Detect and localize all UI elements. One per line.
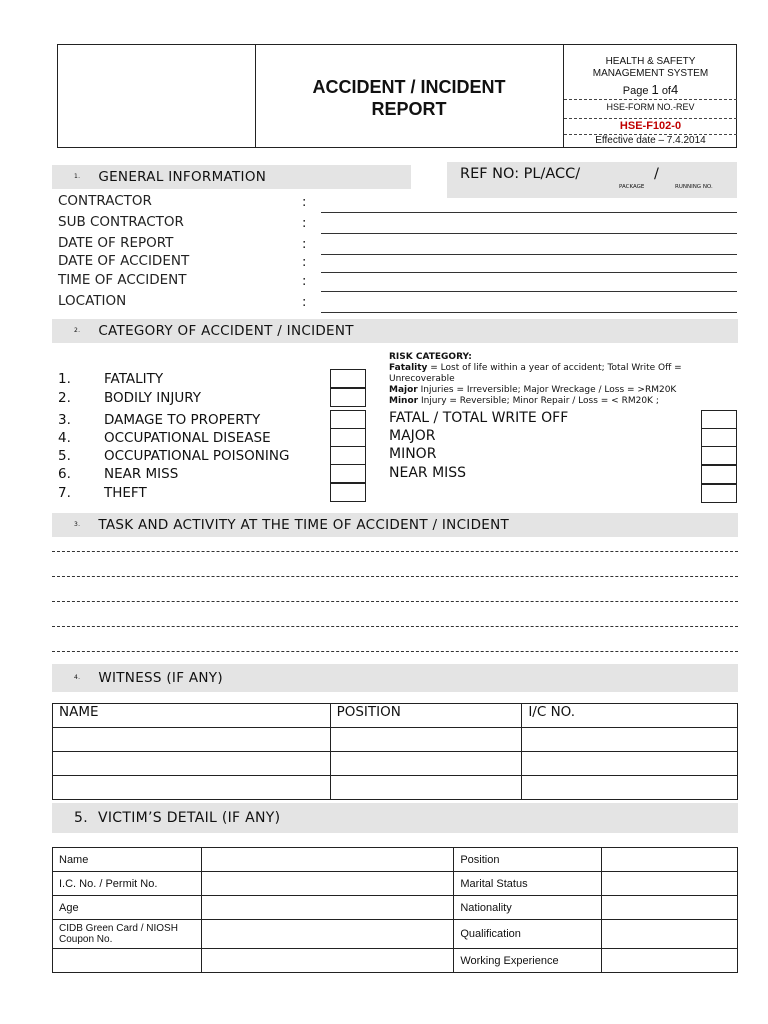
section-1-number: 1. — [74, 173, 81, 180]
victim-value-cell[interactable] — [602, 872, 738, 896]
risk-fatality-def: = Lost of life within a year of accident; Total Write Off = Unrecoverable — [389, 363, 682, 384]
risk-level-checkbox[interactable] — [701, 484, 737, 503]
risk-major-def: Injuries = Irreversible; Major Wreckage / Loss = >RM20K — [417, 385, 677, 395]
form-code: HSE-F102-0 — [619, 120, 682, 132]
table-row — [53, 920, 738, 949]
risk-major-note — [389, 385, 729, 396]
witness-ic-cell[interactable] — [522, 776, 738, 800]
category-label: THEFT — [104, 485, 147, 501]
victim-label: Age — [53, 896, 202, 920]
category-number: 2. — [58, 390, 71, 406]
risk-level-checkbox[interactable] — [701, 465, 737, 484]
victim-value-cell[interactable] — [201, 949, 454, 973]
victim-label: CIDB Green Card / NIOSH Coupon No. — [53, 920, 202, 949]
section-4-number: 4. — [74, 674, 81, 681]
victim-value-cell[interactable] — [201, 872, 454, 896]
category-label: FATALITY — [104, 371, 164, 387]
victim-label: Name — [53, 848, 202, 872]
task-line-1[interactable] — [52, 551, 738, 552]
form-title-line1: ACCIDENT / INCIDENT — [312, 77, 506, 97]
section-3-title: TASK AND ACTIVITY AT THE TIME OF ACCIDENT / INCIDENT — [98, 517, 510, 533]
witness-position-cell[interactable] — [330, 728, 522, 752]
section-2-bar — [52, 319, 738, 343]
table-row — [53, 896, 738, 920]
field-label: TIME OF ACCIDENT — [58, 272, 187, 288]
table-row — [53, 752, 738, 776]
section-4-title: WITNESS (IF ANY) — [98, 670, 223, 686]
page-prefix: Page — [622, 85, 649, 97]
field-colon: : — [302, 195, 307, 210]
victim-label: Qualification — [454, 920, 602, 949]
category-number: 5. — [58, 448, 71, 464]
category-checkbox[interactable] — [330, 369, 366, 388]
risk-category-notes — [389, 352, 729, 407]
section-4-bar — [52, 664, 738, 692]
category-number: 3. — [58, 412, 71, 428]
task-line-2[interactable] — [52, 576, 738, 577]
witness-header-row — [53, 704, 738, 728]
victim-label: Nationality — [454, 896, 602, 920]
victim-value-cell[interactable] — [602, 896, 738, 920]
witness-position-cell[interactable] — [330, 776, 522, 800]
header-separator — [564, 99, 737, 100]
risk-fatality-note — [389, 363, 729, 385]
risk-level-checkbox[interactable] — [701, 410, 737, 429]
risk-fatality-term: Fatality — [389, 363, 428, 373]
category-number: 7. — [58, 485, 71, 501]
victim-value-cell[interactable] — [201, 920, 454, 949]
category-label: OCCUPATIONAL DISEASE — [104, 430, 271, 446]
witness-ic-cell[interactable] — [522, 752, 738, 776]
witness-name-cell[interactable] — [53, 728, 331, 752]
ref-no-label: REF NO: PL/ACC/ — [460, 166, 581, 182]
risk-level-checkbox[interactable] — [701, 428, 737, 447]
field-input-line[interactable] — [321, 254, 737, 255]
section-3-number: 3. — [74, 521, 81, 528]
section-2-number: 2. — [74, 327, 81, 334]
field-input-line[interactable] — [321, 212, 737, 213]
section-1-title: GENERAL INFORMATION — [98, 169, 267, 185]
system-name-line1: HEALTH & SAFETY — [605, 56, 696, 67]
field-colon: : — [302, 237, 307, 252]
witness-name-cell[interactable] — [53, 752, 331, 776]
section-5-number: 5. — [74, 810, 88, 826]
category-checkbox[interactable] — [330, 464, 366, 483]
category-label: DAMAGE TO PROPERTY — [104, 412, 261, 428]
package-label: PACKAGE — [619, 184, 645, 190]
page-current: 1 — [651, 82, 659, 97]
field-label: CONTRACTOR — [58, 193, 152, 209]
field-colon: : — [302, 255, 307, 270]
system-name-line2: MANAGEMENT SYSTEM — [592, 68, 709, 79]
field-input-line[interactable] — [321, 312, 737, 313]
task-line-5[interactable] — [52, 651, 738, 652]
field-label: SUB CONTRACTOR — [58, 214, 184, 230]
victim-value-cell[interactable] — [602, 920, 738, 949]
witness-col-name: NAME — [53, 704, 331, 728]
risk-major-term: Major — [389, 385, 418, 395]
section-5-title: VICTIM’S DETAIL (IF ANY) — [97, 810, 281, 826]
table-row — [53, 872, 738, 896]
risk-level-label: NEAR MISS — [389, 465, 467, 481]
category-number: 1. — [58, 371, 71, 387]
victim-label: I.C. No. / Permit No. — [53, 872, 202, 896]
section-2-title: CATEGORY OF ACCIDENT / INCIDENT — [98, 323, 354, 339]
witness-table — [52, 703, 738, 800]
victim-value-cell[interactable] — [201, 848, 454, 872]
page-total: 4 — [671, 82, 679, 97]
running-no-label: RUNNING NO. — [675, 184, 713, 190]
risk-level-label: FATAL / TOTAL WRITE OFF — [389, 410, 569, 426]
table-row — [53, 776, 738, 800]
category-checkbox[interactable] — [330, 428, 366, 447]
section-3-bar — [52, 513, 738, 537]
section-5-bar — [52, 803, 738, 833]
category-number: 4. — [58, 430, 71, 446]
victim-label — [53, 949, 202, 973]
category-label: BODILY INJURY — [104, 390, 201, 406]
witness-col-ic: I/C NO. — [522, 704, 738, 728]
effective-date: Effective date – 7.4.2014 — [595, 135, 706, 146]
category-label: OCCUPATIONAL POISONING — [104, 448, 290, 464]
category-checkbox[interactable] — [330, 483, 366, 502]
section-1-bar — [52, 165, 411, 189]
form-title-line2: REPORT — [371, 99, 447, 119]
victim-value-cell[interactable] — [201, 896, 454, 920]
witness-name-cell[interactable] — [53, 776, 331, 800]
risk-level-checkbox[interactable] — [701, 446, 737, 465]
task-line-4[interactable] — [52, 626, 738, 627]
field-colon: : — [302, 274, 307, 289]
field-colon: : — [302, 216, 307, 231]
category-number: 6. — [58, 466, 71, 482]
witness-col-position: POSITION — [330, 704, 522, 728]
field-label: DATE OF ACCIDENT — [58, 253, 190, 269]
risk-heading: RISK CATEGORY: — [389, 352, 472, 362]
form-title — [256, 76, 562, 120]
risk-level-label: MINOR — [389, 446, 437, 462]
ref-no-box — [447, 162, 737, 198]
page-of: of — [661, 85, 671, 97]
page-indicator — [564, 82, 737, 97]
system-name — [564, 56, 737, 80]
field-colon: : — [302, 295, 307, 310]
victim-label: Working Experience — [454, 949, 602, 973]
category-label: NEAR MISS — [104, 466, 179, 482]
victim-table — [52, 847, 738, 973]
risk-minor-note — [389, 396, 729, 407]
witness-ic-cell[interactable] — [522, 728, 738, 752]
victim-value-cell[interactable] — [602, 949, 738, 973]
risk-minor-def: Injury = Reversible; Minor Repair / Loss = < RM20K ; — [418, 396, 659, 406]
field-input-line[interactable] — [321, 233, 737, 234]
table-row — [53, 728, 738, 752]
risk-level-label: MAJOR — [389, 428, 436, 444]
risk-minor-term: Minor — [389, 396, 419, 406]
category-checkbox[interactable] — [330, 446, 366, 465]
ref-no-separator: / — [654, 166, 659, 182]
table-row — [53, 848, 738, 872]
field-label: DATE OF REPORT — [58, 235, 174, 251]
field-input-line[interactable] — [321, 272, 737, 273]
form-rev-label: HSE-FORM NO.-REV — [606, 102, 695, 112]
field-input-line[interactable] — [321, 291, 737, 292]
witness-position-cell[interactable] — [330, 752, 522, 776]
category-checkbox[interactable] — [330, 388, 366, 407]
victim-label: Marital Status — [454, 872, 602, 896]
category-checkbox[interactable] — [330, 410, 366, 429]
field-label: LOCATION — [58, 293, 127, 309]
header-separator — [564, 118, 737, 119]
victim-label: Position — [454, 848, 602, 872]
table-row — [53, 949, 738, 973]
victim-value-cell[interactable] — [602, 848, 738, 872]
task-line-3[interactable] — [52, 601, 738, 602]
